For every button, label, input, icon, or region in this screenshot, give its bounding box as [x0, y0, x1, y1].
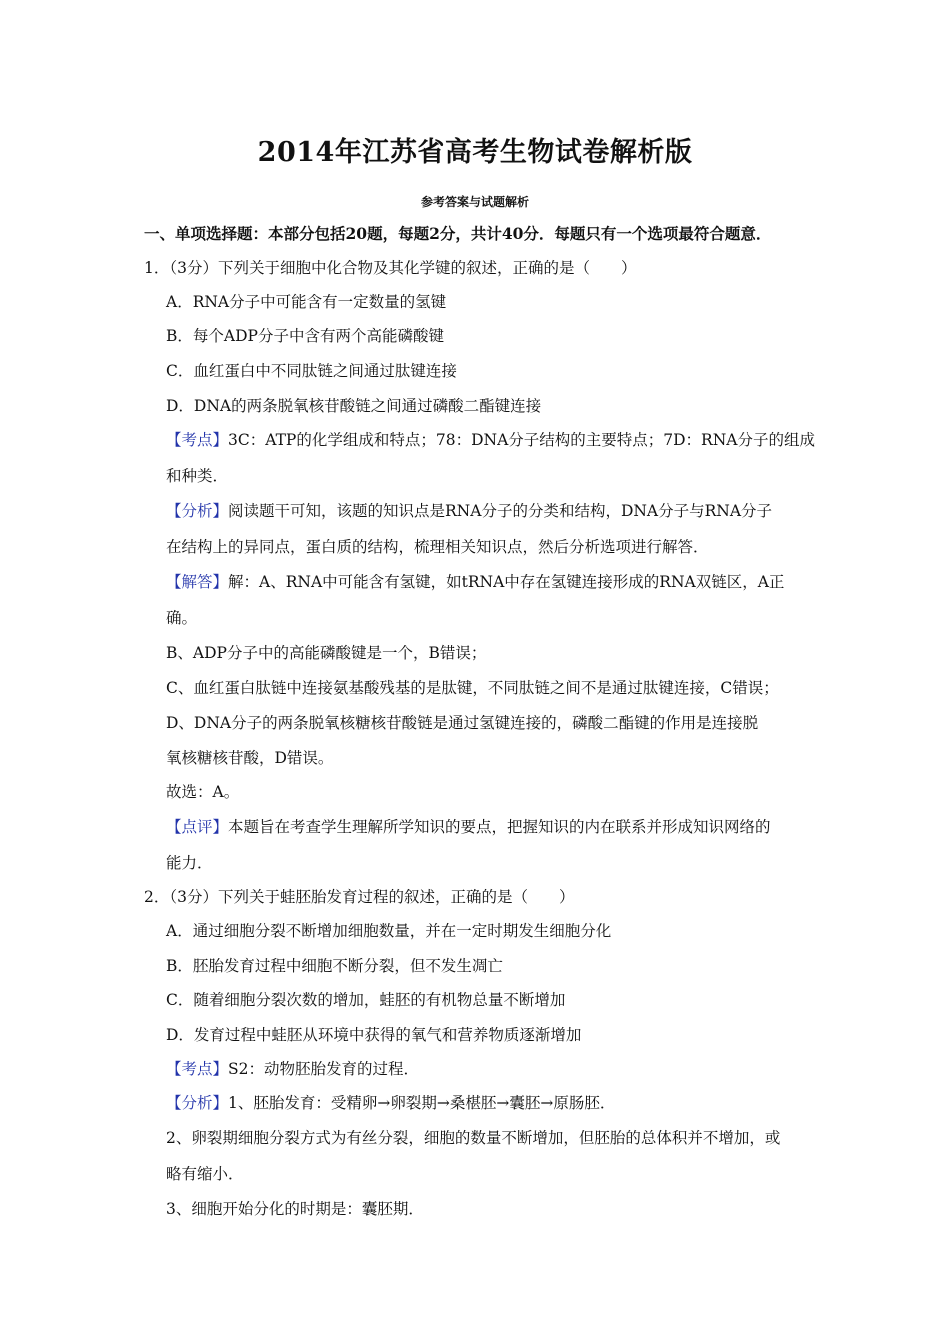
q1-jieda-b: B、ADP分子中的高能磷酸键是一个，B错误；: [166, 644, 487, 662]
q1-fenxi: [166, 500, 772, 522]
fenxi-tag: 【分析】: [166, 1094, 229, 1112]
q1-jieda-c: C、血红蛋白肽链中连接氨基酸残基的是肽键，不同肽链之间不是通过肽键连接，C错误；: [166, 679, 779, 697]
q1-kaodian: [166, 429, 815, 451]
q2-option-d: D．发育过程中蛙胚从环境中获得的氧气和营养物质逐渐增加: [166, 1026, 582, 1044]
q1-dianping: [166, 816, 771, 838]
fenxi-tag: 【分析】: [166, 502, 229, 520]
section-heading: 一、单项选择题：本部分包括20题，每题2分，共计40分．每题只有一个选项最符合题意．: [144, 224, 772, 243]
q2-kaodian: [166, 1058, 419, 1080]
kaodian-tag: 【考点】: [166, 1060, 229, 1078]
q1-jieda-d: D、DNA分子的两条脱氧核糖核苷酸链是通过氢键连接的，磷酸二酯键的作用是连接脱: [166, 714, 759, 732]
page-title: 2014年江苏省高考生物试卷解析版: [257, 137, 693, 168]
q1-jieda-text: 解：A、RNA中可能含有氢键，如tRNA中存在氢键连接形成的RNA双链区，A正: [228, 573, 785, 591]
q1-fenxi-text: 阅读题干可知，该题的知识点是RNA分子的分类和结构，DNA分子与RNA分子: [228, 502, 773, 520]
q1-option-a: A．RNA分子中可能含有一定数量的氢键: [166, 293, 447, 311]
q1-option-d: D．DNA的两条脱氧核苷酸链之间通过磷酸二酯键连接: [166, 397, 542, 415]
q1-dianping-cont: 能力．: [166, 854, 213, 872]
kaodian-tag: 【考点】: [166, 431, 229, 449]
q1-dianping-text: 本题旨在考查学生理解所学知识的要点，把握知识的内在联系并形成知识网络的: [228, 818, 771, 836]
q1-answer: 故选：A。: [166, 783, 240, 801]
page-subtitle: 参考答案与试题解析: [420, 195, 529, 209]
q1-jieda-cont: 确。: [166, 609, 198, 627]
q2-option-a: A．通过细胞分裂不断增加细胞数量，并在一定时期发生细胞分化: [166, 922, 612, 940]
q1-jieda: [166, 571, 784, 593]
q2-fenxi-2: 2、卵裂期细胞分裂方式为有丝分裂，细胞的数量不断增加，但胚胎的总体积并不增加，或: [166, 1129, 781, 1147]
dianping-tag: 【点评】: [166, 818, 229, 836]
q2-option-b: B．胚胎发育过程中细胞不断分裂，但不发生凋亡: [166, 957, 503, 975]
q2-fenxi-2-cont: 略有缩小．: [166, 1165, 244, 1183]
jieda-tag: 【解答】: [166, 573, 229, 591]
q2-kaodian-text: S2：动物胚胎发育的过程．: [228, 1060, 419, 1078]
q1-fenxi-cont: 在结构上的异同点，蛋白质的结构，梳理相关知识点，然后分析选项进行解答．: [166, 538, 709, 556]
q2-fenxi-text: 1、胚胎发育：受精卵→卵裂期→桑椹胚→囊胚→原肠胚．: [228, 1094, 616, 1112]
q1-option-b: B．每个ADP分子中含有两个高能磷酸键: [166, 327, 444, 345]
q2-stem: 2．（3分）下列关于蛙胚胎发育过程的叙述，正确的是（ ）: [144, 888, 575, 906]
q2-fenxi-3: 3、细胞开始分化的时期是：囊胚期．: [166, 1200, 424, 1218]
q1-option-c: C．血红蛋白中不同肽链之间通过肽键连接: [166, 362, 457, 380]
q1-kaodian-cont: 和种类．: [166, 467, 229, 485]
q1-kaodian-text: 3C：ATP的化学组成和特点；78：DNA分子结构的主要特点；7D：RNA分子的组成: [228, 431, 815, 449]
q1-jieda-d-cont: 氧核糖核苷酸，D错误。: [166, 749, 334, 767]
q1-stem: 1．（3分）下列关于细胞中化合物及其化学键的叙述，正确的是（ ）: [144, 259, 637, 277]
q2-fenxi: [166, 1092, 615, 1114]
q2-option-c: C．随着细胞分裂次数的增加，蛙胚的有机物总量不断增加: [166, 991, 566, 1009]
